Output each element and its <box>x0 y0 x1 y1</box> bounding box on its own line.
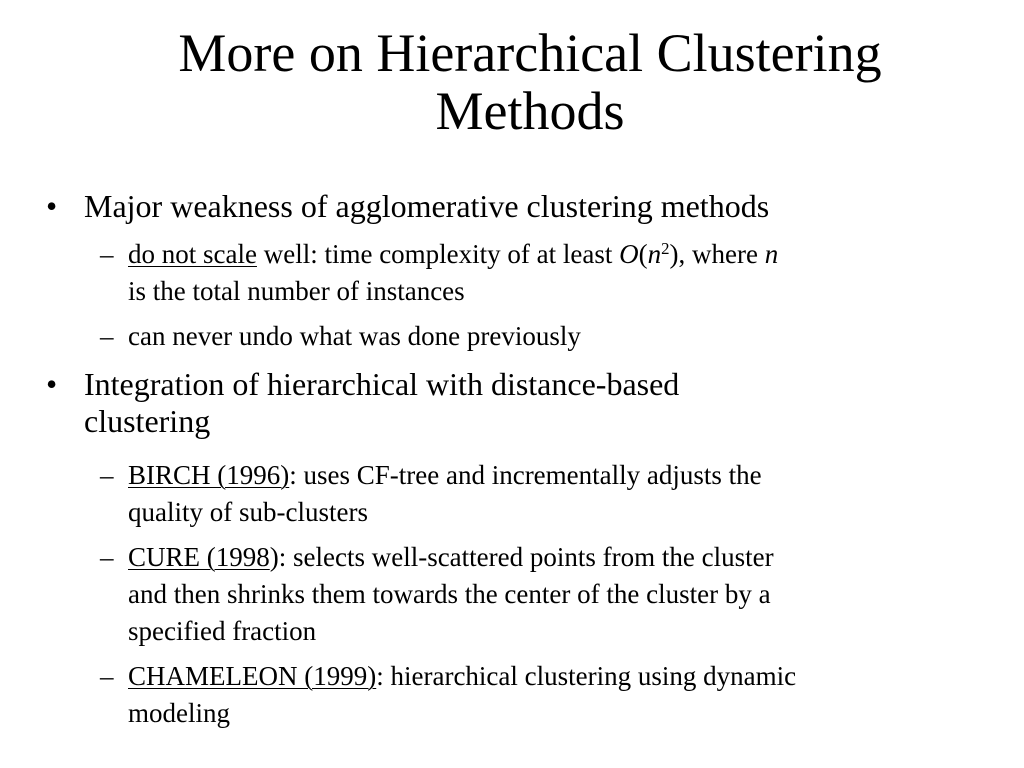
sub-bullet-text <box>128 236 988 310</box>
cure-link[interactable]: CURE (1998 <box>128 542 270 572</box>
chameleon-link[interactable]: CHAMELEON (1999) <box>128 661 377 691</box>
bullet-text-line-2: clustering <box>84 403 211 439</box>
cure-text-1: ): selects well-scattered points from the cluster <box>269 542 774 572</box>
chameleon-text-2: modeling <box>128 698 230 728</box>
birch-text-2: quality of sub-clusters <box>128 497 368 527</box>
big-o: O <box>619 239 639 269</box>
bullet-text-line-1: Integration of hierarchical with distance-based <box>84 366 680 402</box>
bullet-marker: • <box>46 366 58 402</box>
sub-text-a: well: time complexity of at least <box>256 239 620 269</box>
n-var: n <box>647 239 662 269</box>
cure-text-2: and then shrinks them towards the center of the cluster by a <box>128 579 771 609</box>
sub-text-b: ), where <box>669 239 765 269</box>
sub-bullet-text <box>128 539 988 650</box>
sub-bullet-text <box>128 658 988 732</box>
sub-bullet-text <box>128 457 988 531</box>
sub-text-c: is the total number of instances <box>128 276 465 306</box>
paren-open: ( <box>638 239 648 269</box>
exponent: 2 <box>661 238 670 258</box>
sub-bullet-marker: – <box>100 321 114 351</box>
sub-bullet-text: can never undo what was done previously <box>128 321 581 351</box>
sub-bullet-marker: – <box>100 661 114 691</box>
sub-bullet-marker: – <box>100 460 114 490</box>
birch-link[interactable]: BIRCH (1996) <box>128 460 290 490</box>
sub-bullet-marker: – <box>100 239 114 269</box>
birch-text-1: : uses CF-tree and incrementally adjusts the <box>289 460 762 490</box>
chameleon-text-1: : hierarchical clustering using dynamic <box>376 661 797 691</box>
title-line-1: More on Hierarchical Clustering <box>178 23 882 83</box>
n-var-2: n <box>764 239 779 269</box>
bullet-marker: • <box>46 188 58 224</box>
sub-bullet-marker: – <box>100 542 114 572</box>
bullet-text: Major weakness of agglomerative clustering methods <box>84 188 770 224</box>
do-not-scale-link[interactable]: do not scale <box>128 239 257 269</box>
cure-text-3: specified fraction <box>128 616 317 646</box>
bullet-text <box>84 366 964 440</box>
title-line-2: Methods <box>435 81 625 141</box>
